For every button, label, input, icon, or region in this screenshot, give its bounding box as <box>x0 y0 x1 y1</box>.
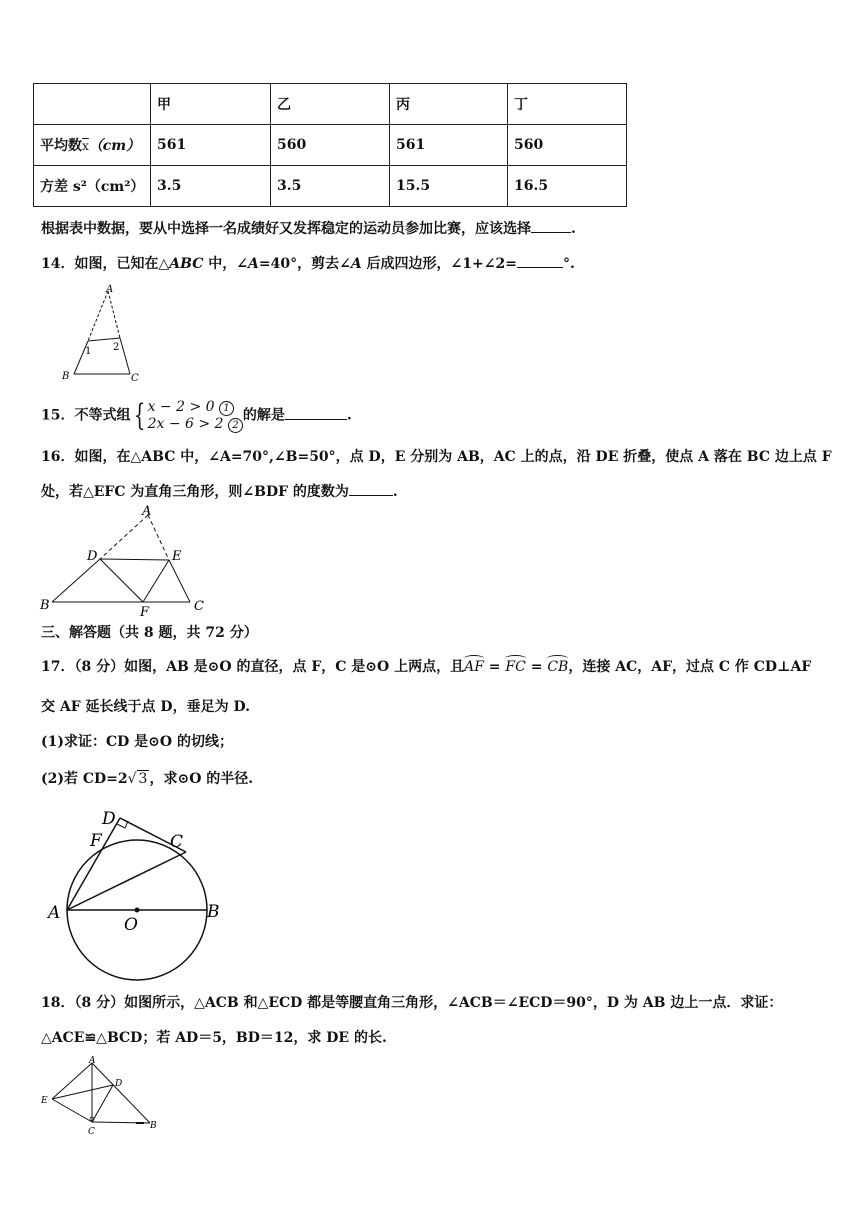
vertex-label-a: A <box>89 1056 96 1066</box>
table-cell: 561 <box>390 125 508 166</box>
q17-question-line2: 交 AF 延长线于点 D，垂足为 D. <box>41 699 250 715</box>
equals-sign: = <box>483 659 506 675</box>
angle-label-1: 1 <box>85 346 92 357</box>
dashed-edge <box>100 515 148 559</box>
arc-label: FC <box>505 659 526 675</box>
circled-number: 1 <box>219 401 234 416</box>
dashed-edge <box>148 515 169 560</box>
edge-df <box>100 559 143 602</box>
row-label-symbol: $\overline{x}$ <box>82 139 89 153</box>
edge-ab <box>92 1063 150 1123</box>
question-number: 16． <box>41 449 75 465</box>
q14-text: °. <box>562 256 575 272</box>
table-cell: 560 <box>508 125 627 166</box>
edge-db <box>52 559 100 602</box>
q14-text: =40°，剪去∠ <box>258 256 351 272</box>
edge-ec <box>52 1099 92 1122</box>
inequality-text: x − 2 > 0 <box>147 398 215 415</box>
angle-label-2: 2 <box>113 342 120 353</box>
vertex-label-e: E <box>172 549 182 564</box>
q16-question-line1 <box>41 446 832 466</box>
answer-blank <box>531 218 571 233</box>
q16-question-line2: 处，若△EFC 为直角三角形，则∠BDF 的度数为 . <box>41 481 398 501</box>
q17-part1: (1)求证：CD 是⊙O 的切线； <box>41 734 233 750</box>
table-row <box>34 166 627 207</box>
q17-circle-figure <box>40 800 240 985</box>
q17-part2 <box>41 768 253 788</box>
inequality-1 <box>148 399 234 415</box>
vertex-label-d: D <box>115 1079 123 1089</box>
edge-dc <box>92 1085 113 1122</box>
dashed-edge <box>88 291 108 341</box>
question-number: 15． <box>41 407 75 424</box>
q13-text: 根据表中数据，要从中选择一名成绩好又发挥稳定的运动员参加比赛，应该选择 <box>41 221 531 237</box>
q17-text: ，求⊙O 的半径. <box>149 771 254 787</box>
vertex-label-b: B <box>150 1121 157 1131</box>
radical-sign: √ <box>127 771 137 787</box>
arc-label: CB <box>547 659 569 675</box>
table-cell: 3.5 <box>271 166 390 207</box>
edge-ef <box>143 560 169 602</box>
point-label-b: B <box>207 902 220 922</box>
table-row <box>34 125 627 166</box>
row-label-text: 平均数 <box>40 138 82 154</box>
stats-table <box>33 83 627 207</box>
q18-triangle-figure <box>38 1055 168 1140</box>
brace-symbol: { <box>134 398 146 433</box>
q17-text: 17．（8 分）如图，AB 是⊙O 的直径，点 F，C 是⊙O 上两点，且 <box>41 659 465 675</box>
dashed-edge <box>108 291 120 338</box>
table-header-cell: 丁 <box>508 84 627 125</box>
answer-blank <box>349 481 393 496</box>
point-label-o: O <box>124 915 138 935</box>
table-row-label: 方差 s²（cm²） <box>34 166 151 207</box>
q14-triangle-figure <box>58 283 148 383</box>
circled-number: 2 <box>228 418 243 433</box>
point-label-f: F <box>90 831 102 851</box>
q18-question-line2: △ACE≌△BCD；若 AD＝5，BD＝12，求 DE 的长. <box>41 1030 387 1046</box>
edge-ac <box>120 338 130 374</box>
q14-text: 中，∠ <box>203 256 248 272</box>
q17-text: ，连接 AC，AF，过点 C 作 CD⊥AF <box>568 659 812 675</box>
edge-ae <box>52 1063 92 1099</box>
q14-question-text <box>41 253 575 273</box>
radicand: 3 <box>138 771 148 787</box>
table-cell: 15.5 <box>390 166 508 207</box>
row-label-unit: （cm） <box>88 138 141 154</box>
fold-line-de <box>100 559 169 560</box>
answer-blank <box>285 405 347 420</box>
q15-text: 不等式组 <box>74 407 131 424</box>
table-cell: 561 <box>151 125 271 166</box>
vertex-label-e: E <box>41 1096 48 1106</box>
point-label-d: D <box>102 809 116 829</box>
vertex-label-b: B <box>40 598 50 613</box>
arc-label: AF <box>464 659 484 675</box>
q14-text: 如图，已知在△ <box>74 256 170 272</box>
table-row-label <box>34 125 151 166</box>
q15-question-text: 15．不等式组 { x − 2 > 0 1 2x − 6 > 2 2的解是 . <box>41 398 352 433</box>
table-cell: 3.5 <box>151 166 271 207</box>
equals-sign: = <box>525 659 548 675</box>
inequality-text: 2x − 6 > 2 <box>147 415 224 432</box>
section-heading: 三、解答题（共 8 题，共 72 分） <box>41 625 258 641</box>
vertex-label-c: C <box>194 599 204 614</box>
question-number: 14． <box>41 256 75 272</box>
q17-text: (2)若 CD=2 <box>41 771 128 787</box>
chord-ac <box>67 852 186 910</box>
q16-text: 处，若△EFC 为直角三角形，则∠BDF 的度数为 <box>41 484 349 500</box>
table-cell: 560 <box>271 125 390 166</box>
q16-fold-figure <box>36 503 216 618</box>
q14-text: A <box>247 256 259 272</box>
q18-question-line1: 18．（8 分）如图所示，△ACB 和△ECD 都是等腰直角三角形，∠ACB＝∠ECD＝90°，D 为 AB 边上一点．求证： <box>41 995 783 1011</box>
inequality-2 <box>148 416 243 432</box>
vertex-label-a: A <box>106 284 114 295</box>
table-header-row <box>34 84 627 125</box>
q14-text: A <box>350 256 362 272</box>
vertex-label-b: B <box>62 371 70 382</box>
vertex-label-c: C <box>131 373 139 383</box>
edge-ed <box>52 1085 113 1099</box>
table-header-cell: 乙 <box>271 84 390 125</box>
q15-text: 的解是 <box>242 407 285 424</box>
q14-text: 后成四边形，∠1+∠2= <box>361 256 517 272</box>
table-header-cell <box>34 84 151 125</box>
q13-question-text: 根据表中数据，要从中选择一名成绩好又发挥稳定的运动员参加比赛，应该选择 . <box>41 218 576 238</box>
center-dot <box>135 908 140 913</box>
vertex-label-a: A <box>142 504 152 519</box>
table-cell: 16.5 <box>508 166 627 207</box>
inequality-system <box>148 399 243 433</box>
point-label-c: C <box>170 832 184 852</box>
q17-question-line1 <box>41 656 811 676</box>
table-header-cell: 甲 <box>151 84 271 125</box>
point-label-a: A <box>48 903 61 923</box>
q14-text: ABC <box>169 256 204 272</box>
vertex-label-f: F <box>140 605 150 618</box>
cut-line <box>88 338 120 341</box>
table-header-cell: 丙 <box>390 84 508 125</box>
vertex-label-d: D <box>87 549 98 564</box>
q16-text: 如图，在△ABC 中，∠A=70°,∠B=50°，点 D，E 分别为 AB，AC 上的点，沿 DE 折叠，使点 A 落在 BC 边上点 F <box>74 449 832 465</box>
vertex-label-c: C <box>88 1127 95 1137</box>
edge-ec <box>169 560 190 602</box>
answer-blank <box>517 253 563 268</box>
